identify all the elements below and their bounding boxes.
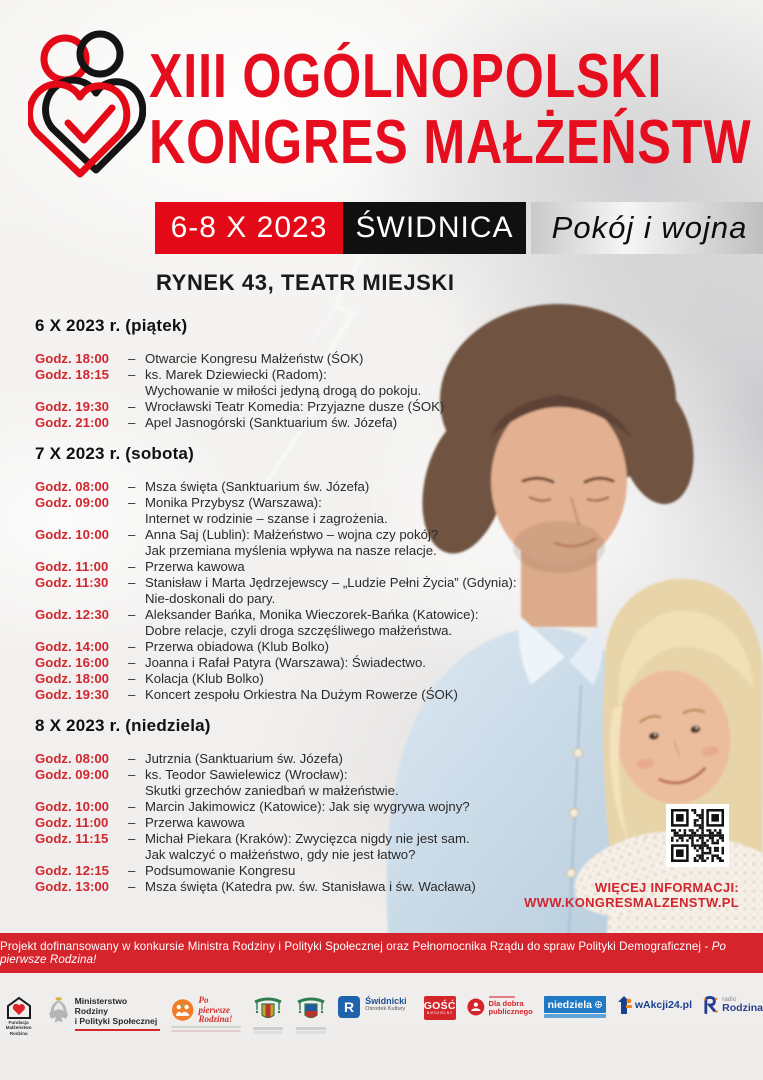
- item-dash: –: [128, 655, 136, 670]
- schedule-day: [35, 716, 555, 895]
- event-badges: [155, 202, 763, 254]
- ministry-name-line: i Polityki Społecznej: [74, 1016, 158, 1026]
- venue-line: RYNEK 43, TEATR MIEJSKI: [156, 270, 455, 295]
- item-dash: –: [128, 559, 136, 574]
- item-time: Godz. 11:15: [35, 831, 109, 846]
- partner-po-pierwsze-rodzina: [171, 996, 241, 1032]
- item-time: Godz. 11:30: [35, 575, 109, 590]
- schedule-item: [35, 799, 555, 815]
- item-description: ks. Marek Dziewiecki (Radom): Wychowanie w miłości jedyną drogą do pokoju.: [145, 367, 422, 398]
- niedziela-mark-icon: [595, 1001, 602, 1008]
- funding-bar: [0, 933, 763, 973]
- item-description: Stanisław i Marta Jędrzejewscy – „Ludzie Pełni Życia” (Gdynia): Nie-doskonali do pary.: [145, 575, 517, 606]
- sok-icon: R: [338, 996, 360, 1018]
- qr-code: [668, 806, 727, 865]
- item-dash: –: [128, 639, 136, 654]
- item-time: Godz. 11:00: [35, 559, 109, 574]
- radio-rodzina-icon: [703, 996, 718, 1014]
- item-description: Wrocławski Teatr Komedia: Przyjazne dusze (ŚOK): [145, 399, 445, 414]
- family-circle-icon: [171, 998, 194, 1022]
- item-time: Godz. 18:15: [35, 367, 110, 382]
- bishop-crest-icon: [253, 996, 283, 1026]
- item-description: Michał Piekara (Kraków): Zwycięzca nigdy nie jest sam. Jak walczyć o małżeństwo, gdy nie jest łatwo?: [145, 831, 470, 862]
- poster-title: [149, 44, 751, 176]
- rodzina-label: Rodzina: [722, 1001, 763, 1014]
- schedule-day: [35, 316, 555, 431]
- crest-smallprint: [296, 1026, 326, 1034]
- funding-text-italic: Po pierwsze Rodzina!: [0, 940, 727, 966]
- partner-caption: Rodzina: [9, 1030, 28, 1036]
- partner-caption: Fundacja: [8, 1020, 29, 1025]
- item-dash: –: [128, 671, 136, 686]
- theme-badge: Pokój i wojna: [531, 202, 763, 254]
- partner-wakcji24: [617, 996, 692, 1014]
- radio-label: radio: [722, 995, 737, 1003]
- schedule-item: [35, 879, 555, 895]
- bishop-crest-icon: [296, 996, 326, 1026]
- item-description: Anna Saj (Lublin): Małżeństwo – wojna czy pokój? Jak przemiana myślenia wpływa na nasze relacje.: [145, 527, 439, 558]
- item-description: Monika Przybysz (Warszawa): Internet w rodzinie – szanse i zagrożenia.: [145, 495, 388, 526]
- item-description: Apel Jasnogórski (Sanktuarium św. Józefa): [145, 415, 398, 430]
- item-dash: –: [128, 367, 136, 382]
- title-line-2: KONGRES MAŁŻEŃSTW: [149, 108, 752, 177]
- item-dash: –: [128, 863, 136, 878]
- item-description: Msza święta (Katedra pw. św. Stanisława i św. Wacława): [145, 879, 476, 894]
- schedule-item: [35, 863, 555, 879]
- item-dash: –: [128, 351, 136, 366]
- item-description: Przerwa kawowa: [145, 815, 245, 830]
- item-description: Jutrznia (Sanktuarium św. Józefa): [145, 751, 343, 766]
- item-time: Godz. 08:00: [35, 751, 110, 766]
- ministry-name-line: Ministerstwo Rodziny: [74, 996, 128, 1016]
- item-dash: –: [128, 575, 136, 590]
- partner-bishop-crest-1: [252, 996, 284, 1034]
- item-time: Godz. 14:00: [35, 639, 110, 654]
- schedule-item: [35, 767, 555, 799]
- day-title: 7 X 2023 r. (sobota): [35, 444, 194, 463]
- schedule-item: [35, 367, 555, 399]
- item-time: Godz. 11:00: [35, 815, 109, 830]
- item-time: Godz. 19:30: [35, 687, 110, 702]
- partner-radio-rodzina: [703, 996, 763, 1014]
- item-description: Marcin Jakimowicz (Katowice): Jak się wygrywa wojny?: [145, 799, 470, 814]
- ddp-name-line: Dla dobra: [488, 998, 524, 1008]
- ppr-smallprint: [171, 1025, 241, 1033]
- ddp-smallprint: [489, 996, 515, 998]
- title-line-1: XIII OGÓLNOPOLSKI: [149, 42, 663, 111]
- more-info-label: WIĘCEJ INFORMACJI:: [594, 880, 739, 895]
- wakcji-arrow-icon: [617, 996, 632, 1014]
- schedule-item: [35, 687, 555, 703]
- gosc-subtitle: NIEDZIELNY: [426, 1011, 453, 1015]
- item-time: Godz. 09:00: [35, 495, 110, 510]
- funding-text: Projekt dofinansowany w konkursie Ministra Rodziny i Polityki Społecznej oraz Pełnomocnika Rządu do spraw Polityki Demograficznej -: [0, 940, 712, 953]
- schedule-item: [35, 671, 555, 687]
- more-info: [524, 880, 739, 910]
- polish-eagle-icon: [48, 996, 69, 1026]
- schedule-item: [35, 527, 555, 559]
- item-time: Godz. 09:00: [35, 767, 110, 782]
- item-dash: –: [128, 751, 136, 766]
- schedule: [35, 316, 555, 908]
- item-description: Joanna i Rafał Patyra (Warszawa): Świadectwo.: [145, 655, 426, 670]
- item-time: Godz. 12:30: [35, 607, 110, 622]
- ddp-name-line: publicznego: [488, 1006, 533, 1016]
- schedule-item: [35, 751, 555, 767]
- schedule-item: [35, 495, 555, 527]
- partner-ministerstwo: [48, 996, 160, 1031]
- item-time: Godz. 18:00: [35, 351, 110, 366]
- item-description: Przerwa obiadowa (Klub Bolko): [145, 639, 329, 654]
- item-time: Godz. 13:00: [35, 879, 110, 894]
- partner-gosc-niedzielny: [424, 996, 456, 1020]
- partner-fundacja: [0, 996, 37, 1036]
- schedule-item: [35, 559, 555, 575]
- item-time: Godz. 12:15: [35, 863, 110, 878]
- item-dash: –: [128, 399, 136, 414]
- schedule-item: [35, 351, 555, 367]
- partner-dla-dobra: [467, 996, 533, 1018]
- item-dash: –: [128, 527, 136, 542]
- schedule-item: [35, 639, 555, 655]
- item-dash: –: [128, 767, 136, 782]
- schedule-item: [35, 415, 555, 431]
- item-description: Podsumowanie Kongresu: [145, 863, 296, 878]
- schedule-item: [35, 479, 555, 495]
- schedule-item: [35, 831, 555, 863]
- item-time: Godz. 19:30: [35, 399, 110, 414]
- niedziela-smallprint: [544, 1014, 606, 1018]
- item-dash: –: [128, 815, 136, 830]
- sok-subname: Ośrodek Kultury: [365, 1006, 406, 1012]
- item-dash: –: [128, 495, 136, 510]
- item-description: Msza święta (Sanktuarium św. Józefa): [145, 479, 370, 494]
- partner-logos: [0, 996, 763, 1036]
- partner-caption: Małżeństwo: [5, 1025, 32, 1031]
- item-dash: –: [128, 479, 136, 494]
- niedziela-name: niedziela: [547, 998, 592, 1011]
- partner-bishop-crest-2: [295, 996, 327, 1034]
- item-description: Koncert zespołu Orkiestra Na Dużym Rowerze (ŚOK): [145, 687, 458, 702]
- item-time: Godz. 21:00: [35, 415, 110, 430]
- item-dash: –: [128, 607, 136, 622]
- schedule-item: [35, 575, 555, 607]
- schedule-item: [35, 607, 555, 639]
- ppr-script-line: Po pierwsze: [198, 995, 231, 1015]
- item-time: Godz. 10:00: [35, 799, 110, 814]
- item-description: ks. Teodor Sawielewicz (Wrocław): Skutki grzechów zaniedbań w małżeństwie.: [145, 767, 399, 798]
- item-description: Aleksander Bańka, Monika Wieczorek-Bańka (Katowice): Dobre relacje, czyli droga szczęśliwego małżeństwa.: [145, 607, 479, 638]
- partner-niedziela: [544, 996, 606, 1018]
- item-description: Otwarcie Kongresu Małżeństw (ŚOK): [145, 351, 364, 366]
- crest-smallprint: [253, 1026, 283, 1034]
- day-title: 6 X 2023 r. (piątek): [35, 316, 188, 335]
- sok-name: Świdnicki: [365, 996, 407, 1006]
- ppr-script-line: Rodzina!: [198, 1014, 233, 1024]
- item-dash: –: [128, 799, 136, 814]
- item-dash: –: [128, 687, 136, 702]
- item-dash: –: [128, 415, 136, 430]
- item-time: Godz. 18:00: [35, 671, 110, 686]
- schedule-item: [35, 399, 555, 415]
- item-description: Przerwa kawowa: [145, 559, 245, 574]
- item-dash: –: [128, 879, 136, 894]
- schedule-item: [35, 655, 555, 671]
- house-heart-icon: [5, 996, 33, 1020]
- item-time: Godz. 16:00: [35, 655, 110, 670]
- person-circle-icon: [467, 996, 485, 1018]
- date-badge: 6-8 X 2023: [155, 202, 343, 254]
- schedule-day: [35, 444, 555, 703]
- city-badge: ŚWIDNICA: [343, 202, 526, 254]
- partner-sok: [338, 996, 413, 1018]
- item-dash: –: [128, 831, 136, 846]
- schedule-item: [35, 815, 555, 831]
- day-title: 8 X 2023 r. (niedziela): [35, 716, 211, 735]
- ministry-underline: [75, 1029, 161, 1031]
- wakcji-name: wAkcji24.pl: [634, 999, 693, 1011]
- item-time: Godz. 08:00: [35, 479, 110, 494]
- item-time: Godz. 10:00: [35, 527, 110, 542]
- gosc-title: GOŚĆ: [423, 1000, 456, 1012]
- item-description: Kolacja (Klub Bolko): [145, 671, 264, 686]
- congress-hearts-logo: [28, 28, 146, 186]
- website-url: WWW.KONGRESMALZENSTW.PL: [524, 895, 739, 910]
